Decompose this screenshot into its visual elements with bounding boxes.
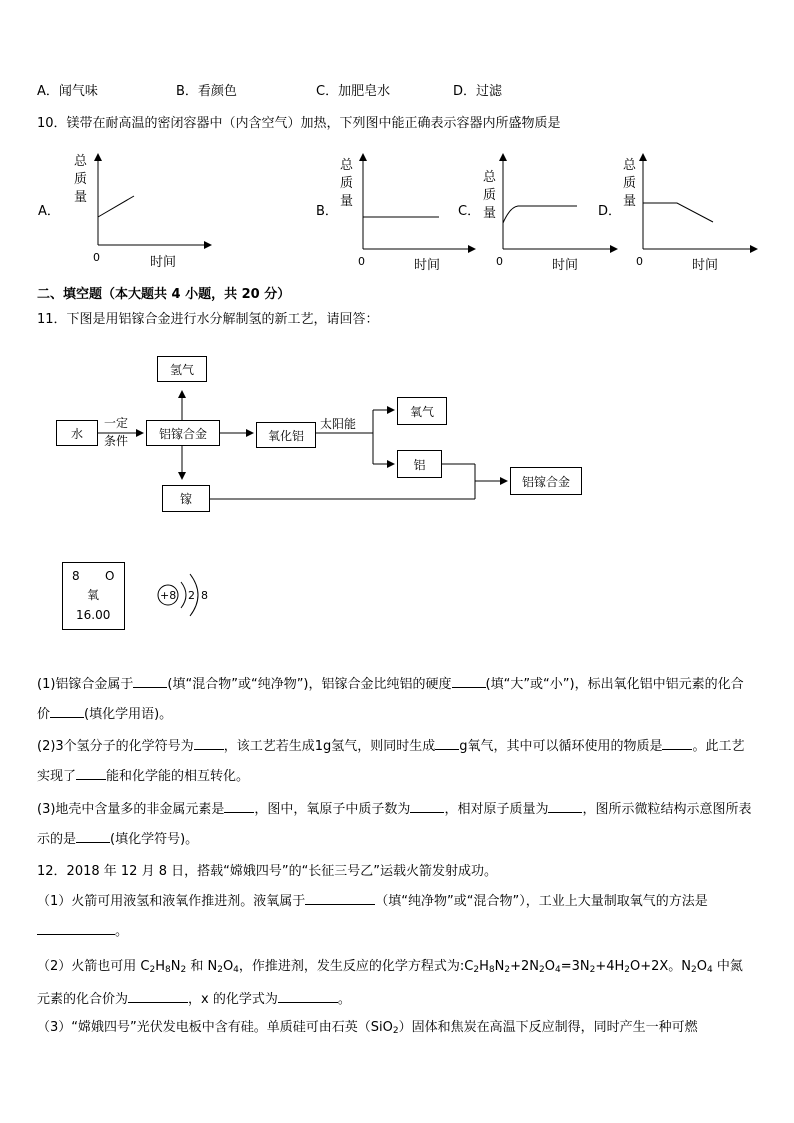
q11-p1-text-c: (填“大”或“小”)，标出氧化铝中铝元素的化合价 bbox=[37, 677, 744, 722]
q11-p2-text-a: (2)3个氢分子的化学符号为 bbox=[37, 739, 194, 754]
q11-p2-text-b: ，该工艺若生成1g氢气，则同时生成 bbox=[223, 739, 436, 754]
q11-part-2 bbox=[37, 732, 755, 792]
graph-c-letter: C． bbox=[458, 204, 481, 219]
graph-c-ylabel-1: 总 bbox=[483, 170, 497, 185]
subscript: 2 bbox=[149, 965, 156, 975]
q12-p3-text-a: （3）“嫦娥四号”光伏发电板中含有硅。单质硅可由石英（SiO bbox=[37, 1020, 393, 1035]
graph-d-xlabel: 时间 bbox=[692, 258, 719, 273]
q12-p2-text-k: =3N bbox=[560, 959, 590, 974]
q12-p2-text-n: O bbox=[696, 959, 707, 974]
q12-p2-text-l: +4H bbox=[595, 959, 625, 974]
q12-p3-text-b: ）固体和焦炭在高温下反应制得，同时产生一种可燃 bbox=[398, 1020, 698, 1035]
q12-p2-text-h: N bbox=[494, 959, 505, 974]
q12-p2-text-a: （2）火箭也可用 C bbox=[37, 959, 150, 974]
blank-2[interactable] bbox=[452, 675, 486, 688]
option-b: B．看颜色 bbox=[176, 84, 237, 99]
graph-a-ylabel-1: 总 bbox=[74, 154, 88, 169]
blank-6[interactable] bbox=[662, 737, 692, 750]
q12-p2-text-f: ，作推进剂，发生反应的化学方程式为:C bbox=[238, 959, 474, 974]
box-gallium: 镓 bbox=[162, 485, 210, 512]
q12-part-3 bbox=[37, 1013, 755, 1046]
graph-a-xlabel: 时间 bbox=[150, 255, 177, 270]
box-hydrogen: 氢气 bbox=[157, 356, 207, 382]
q12-p2-text-m: O+2X。N bbox=[630, 959, 692, 974]
q11-p2-text-d: 。此工艺实现了 bbox=[37, 739, 745, 784]
blank-15[interactable] bbox=[278, 990, 338, 1003]
atomic-number: 8 bbox=[72, 569, 80, 583]
condition-bottom-label: 条件 bbox=[104, 434, 129, 448]
subscript: 2 bbox=[392, 1026, 399, 1036]
q12-p2-text-c: N bbox=[170, 959, 181, 974]
question-12-stem: 12．2018 年 12 月 8 日，搭载“嫦娥四号”的“长征三号乙”运载火箭发射成功。 bbox=[37, 864, 498, 879]
blank-5[interactable] bbox=[435, 737, 459, 750]
q11-p2-text-e: 能和化学能的相互转化。 bbox=[106, 769, 250, 784]
graph-b bbox=[316, 157, 472, 273]
q12-p2-text-e: O bbox=[222, 959, 234, 974]
graph-b-letter: B． bbox=[316, 204, 338, 219]
graph-d-letter: D． bbox=[598, 204, 622, 219]
shell-1-electrons: 2 bbox=[188, 589, 195, 602]
blank-13[interactable] bbox=[37, 922, 115, 935]
blank-10[interactable] bbox=[548, 800, 582, 813]
blank-11[interactable] bbox=[76, 830, 110, 843]
box-oxygen: 氧气 bbox=[397, 397, 447, 425]
graph-c-line bbox=[503, 206, 577, 223]
q12-p1-text-a: （1）火箭可用液氢和液氧作推进剂。液氧属于 bbox=[37, 894, 306, 909]
graph-d-ylabel-3: 量 bbox=[623, 194, 637, 209]
subscript: 8 bbox=[488, 965, 495, 975]
graph-c-xlabel: 时间 bbox=[552, 258, 579, 273]
box-al-ga-alloy: 铝镓合金 bbox=[146, 420, 220, 446]
subscript: 2 bbox=[180, 965, 187, 975]
graph-c-ylabel-3: 量 bbox=[483, 206, 497, 221]
q12-p2-text-g: H bbox=[479, 959, 489, 974]
q11-part-3 bbox=[37, 795, 755, 855]
blank-8[interactable] bbox=[224, 800, 254, 813]
graph-d bbox=[598, 157, 754, 273]
subscript: 4 bbox=[233, 965, 239, 975]
q11-part-1 bbox=[37, 670, 755, 730]
q12-p2-text-o: 中氮元素的化合价为 bbox=[37, 959, 743, 1007]
q11-p1-text-b: (填“混合物”或“纯净物”)，铝镓合金比纯铝的硬度 bbox=[167, 677, 452, 692]
subscript: 8 bbox=[165, 965, 171, 975]
subscript: 2 bbox=[589, 965, 596, 975]
graph-d-origin: 0 bbox=[636, 255, 643, 268]
graph-c-ylabel-2: 质 bbox=[483, 188, 497, 203]
subscript: 2 bbox=[538, 965, 545, 975]
solar-energy-label: 太阳能 bbox=[320, 417, 357, 431]
q10-graphs bbox=[30, 145, 770, 275]
q12-p2-text-q: 。 bbox=[337, 992, 351, 1007]
blank-14[interactable] bbox=[128, 990, 188, 1003]
blank-1[interactable] bbox=[133, 675, 167, 688]
q12-part-2 bbox=[37, 952, 755, 1015]
box-alumina: 氧化铝 bbox=[256, 422, 316, 448]
graph-d-ylabel-1: 总 bbox=[623, 158, 637, 173]
q11-p1-text-a: (1)铝镓合金属于 bbox=[37, 677, 134, 692]
graph-a-letter: A． bbox=[38, 204, 60, 219]
graph-b-ylabel-3: 量 bbox=[340, 194, 354, 209]
oxygen-atom-structure-diagram bbox=[152, 568, 222, 624]
atomic-mass: 16.00 bbox=[76, 608, 111, 622]
subscript: 2 bbox=[217, 965, 223, 975]
subscript: 4 bbox=[707, 965, 713, 975]
blank-4[interactable] bbox=[194, 737, 224, 750]
condition-top-label: 一定 bbox=[104, 416, 129, 430]
box-aluminum: 铝 bbox=[397, 450, 442, 478]
electron-shell-1 bbox=[181, 582, 186, 608]
nucleus-charge: +8 bbox=[160, 589, 177, 602]
option-a: A．闻气味 bbox=[37, 84, 98, 99]
element-symbol: O bbox=[105, 569, 115, 583]
graph-d-line bbox=[643, 203, 713, 222]
subscript: 2 bbox=[504, 965, 511, 975]
q11-p2-text-c: g氧气，其中可以循环使用的物质是 bbox=[459, 739, 663, 754]
q11-p3-text-c: ，相对原子质量为 bbox=[444, 802, 549, 817]
box-water: 水 bbox=[56, 420, 98, 446]
q12-p2-text-j: O bbox=[544, 959, 555, 974]
subscript: 2 bbox=[624, 965, 630, 975]
q11-p3-text-a: (3)地壳中含量多的非金属元素是 bbox=[37, 802, 225, 817]
q12-part-1 bbox=[37, 887, 755, 947]
section-2-heading: 二、填空题（本大题共 4 小题，共 20 分） bbox=[37, 287, 291, 302]
q11-p1-text-d: (填化学用语)。 bbox=[84, 707, 173, 722]
graph-a-origin: 0 bbox=[93, 251, 100, 264]
subscript: 2 bbox=[691, 965, 697, 975]
blank-7[interactable] bbox=[76, 767, 106, 780]
subscript: 2 bbox=[473, 965, 480, 975]
graph-d-ylabel-2: 质 bbox=[623, 176, 637, 191]
shell-2-electrons: 8 bbox=[201, 589, 208, 602]
box-al-ga-alloy-product: 铝镓合金 bbox=[510, 467, 582, 495]
graph-a-ylabel-2: 质 bbox=[74, 172, 88, 187]
q12-p2-text-p: ，x 的化学式为 bbox=[188, 992, 278, 1007]
q12-p2-text-i: +2N bbox=[510, 959, 539, 974]
q12-p2-text-d: 和 N bbox=[186, 959, 218, 974]
q11-p3-text-d: ，图所示微粒结构示意图所表示的是 bbox=[37, 802, 752, 847]
q12-p1-text-b: （填“纯净物”或“混合物”），工业上大量制取氧气的方法是 bbox=[375, 894, 708, 909]
graph-b-xlabel: 时间 bbox=[414, 258, 441, 273]
question-11-stem: 11．下图是用铝镓合金进行水分解制氢的新工艺，请回答： bbox=[37, 312, 379, 327]
subscript: 4 bbox=[554, 965, 561, 975]
question-10-stem: 10．镁带在耐高温的密闭容器中（内含空气）加热，下列图中能正确表示容器内所盛物质是 bbox=[37, 116, 561, 131]
blank-3[interactable] bbox=[50, 705, 84, 718]
q12-p2-text-b: H bbox=[155, 959, 165, 974]
q12-p1-text-c: 。 bbox=[115, 924, 129, 939]
graph-b-ylabel-2: 质 bbox=[340, 176, 354, 191]
blank-9[interactable] bbox=[410, 800, 444, 813]
option-c: C．加肥皂水 bbox=[316, 84, 391, 99]
blank-12[interactable] bbox=[305, 892, 375, 905]
q11-p3-text-e: (填化学符号)。 bbox=[110, 832, 199, 847]
option-d: D．过滤 bbox=[453, 84, 503, 99]
graph-b-origin: 0 bbox=[358, 255, 365, 268]
graph-b-ylabel-1: 总 bbox=[340, 158, 354, 173]
q11-p3-text-b: ，图中，氧原子中质子数为 bbox=[254, 802, 411, 817]
graph-c-origin: 0 bbox=[496, 255, 503, 268]
graph-a-ylabel-3: 量 bbox=[74, 190, 88, 205]
element-name: 氧 bbox=[87, 588, 100, 602]
graph-a bbox=[38, 154, 208, 270]
graph-a-line bbox=[98, 196, 134, 217]
graph-c bbox=[458, 157, 614, 273]
oxygen-element-card bbox=[62, 562, 125, 630]
